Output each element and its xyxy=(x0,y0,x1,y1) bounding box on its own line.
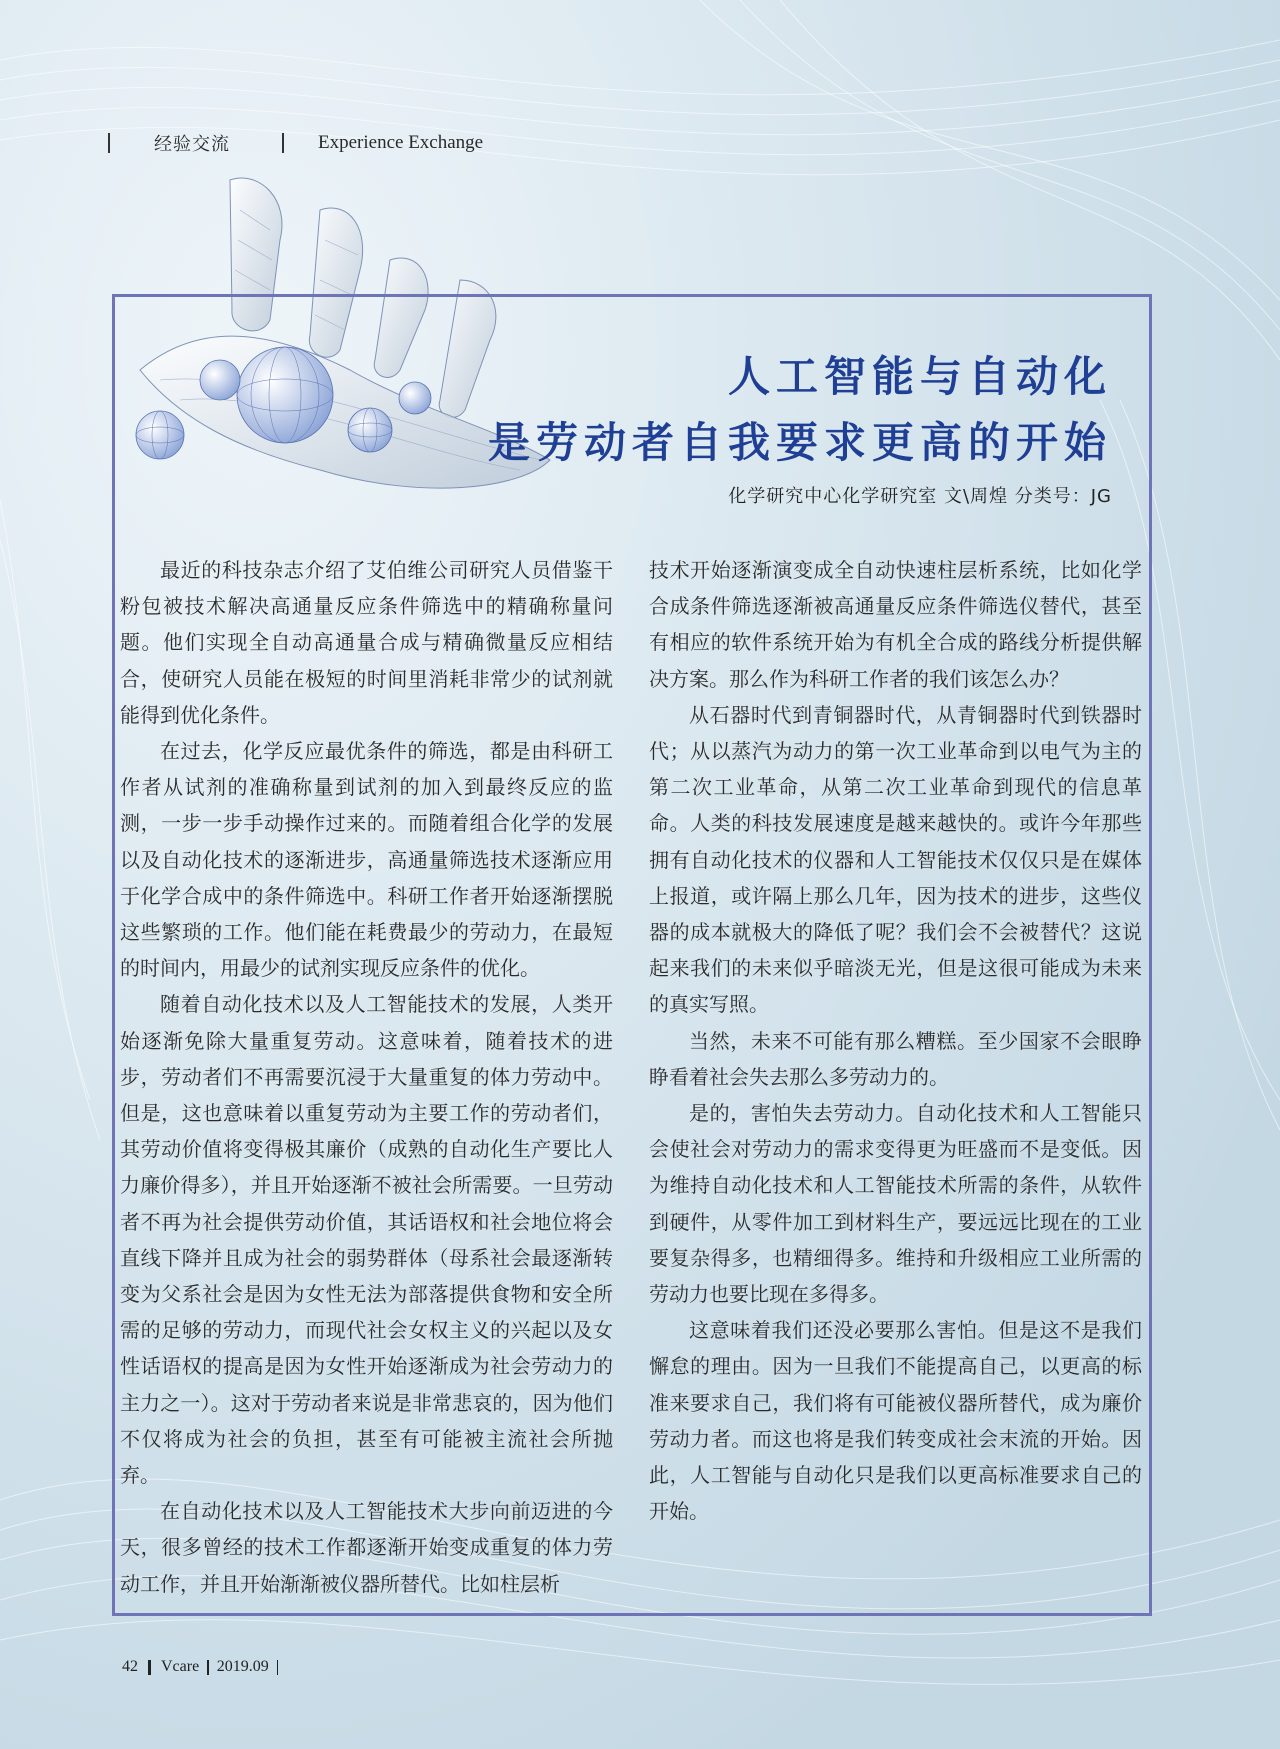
paragraph: 是的，害怕失去劳动力。自动化技术和人工智能只会使社会对劳动力的需求变得更为旺盛而不是变低。因为维持自动化技术和人工智能技术所需的条件，从软件到硬件，从零件加工到材料生产，要远远比现在的工业要复杂得多，也精细得多。维持和升级相应工业所需的劳动力也要比现在多得多。 xyxy=(649,1101,1142,1307)
right-column xyxy=(649,552,1142,1604)
footer-divider xyxy=(207,1660,209,1675)
article-body xyxy=(120,552,1142,1604)
paragraph: 当然，未来不可能有那么糟糕。至少国家不会眼睁睁看着社会失去那么多劳动力的。 xyxy=(649,1028,1142,1089)
section-header xyxy=(108,130,483,156)
article-title-line1: 人工智能与自动化 xyxy=(727,352,1112,401)
page-number: 42 xyxy=(122,1658,138,1675)
section-divider xyxy=(282,133,284,153)
paragraph: 从石器时代到青铜器时代，从青铜器时代到铁器时代；从以蒸汽为动力的第一次工业革命到以电气为主的第二次工业革命，从第二次工业革命到现代的信息革命。人类的科技发展速度是越来越快的。或许今年那些拥有自动化技术的仪器和人工智能技术仅仅只是在媒体上报道，或许隔上那么几年，因为技术的进步，这些仪器的成本就极大的降低了呢？我们会不会被替代？这说起来我们的未来似乎暗淡无光，但是这很可能成为未来的真实写照。 xyxy=(649,702,1142,1017)
issue-date: 2019.09 xyxy=(216,1658,269,1675)
paragraph: 最近的科技杂志介绍了艾伯维公司研究人员借鉴干粉包被技术解决高通量反应条件筛选中的精确称量问题。他们实现全自动高通量合成与精确微量反应相结合，使研究人员能在极短的时间里消耗非常少的试剂就能得到优化条件。 xyxy=(120,558,613,727)
left-column xyxy=(120,552,613,1604)
article-title-line2: 是劳动者自我要求更高的开始 xyxy=(487,418,1112,467)
section-name-cn: 经验交流 xyxy=(154,134,230,155)
paragraph-continuation: 技术开始逐渐演变成全自动快速柱层析系统，比如化学合成条件筛选逐渐被高通量反应条件筛选仪替代，甚至有相应的软件系统开始为有机全合成的路线分析提供解决方案。那么作为科研工作者的我们该怎么办？ xyxy=(649,558,1142,691)
paragraph: 在自动化技术以及人工智能技术大步向前迈进的今天，很多曾经的技术工作都逐渐开始变成重复的体力劳动工作，并且开始渐渐被仪器所替代。比如柱层析 xyxy=(120,1499,613,1596)
footer-divider xyxy=(277,1660,279,1675)
paragraph: 这意味着我们还没必要那么害怕。但是这不是我们懈怠的理由。因为一旦我们不能提高自己，以更高的标准来要求自己，我们将有可能被仪器所替代，成为廉价劳动力者。而这也将是我们转变成社会末流的开始。因此，人工智能与自动化只是我们以更高标准要求自己的开始。 xyxy=(649,1318,1142,1524)
page-footer xyxy=(122,1658,286,1676)
magazine-name: Vcare xyxy=(161,1658,200,1675)
paragraph: 在过去，化学反应最优条件的筛选，都是由科研工作者从试剂的准确称量到试剂的加入到最终反应的监测，一步一步手动操作过来的。而随着组合化学的发展以及自动化技术的逐渐进步，高通量筛选技术逐渐应用于化学合成中的条件筛选中。科研工作者开始逐渐摆脱这些繁琐的工作。他们能在耗费最少的劳动力，在最短的时间内，用最少的试剂实现反应条件的优化。 xyxy=(120,739,613,981)
section-name-en: Experience Exchange xyxy=(318,132,484,153)
footer-divider xyxy=(148,1660,151,1675)
paragraph: 随着自动化技术以及人工智能技术的发展，人类开始逐渐免除大量重复劳动。这意味着，随着技术的进步，劳动者们不再需要沉浸于大量重复的体力劳动中。但是，这也意味着以重复劳动为主要工作的劳动者们，其劳动价值将变得极其廉价（成熟的自动化生产要比人力廉价得多），并且开始逐渐不被社会所需要。一旦劳动者不再为社会提供劳动价值，其话语权和社会地位将会直线下降并且成为社会的弱势群体（母系社会最逐渐转变为父系社会是因为女性无法为部落提供食物和安全所需的足够的劳动力，而现代社会女权主义的兴起以及女性话语权的提高是因为女性开始逐渐成为社会劳动力的主力之一）。这对于劳动者来说是非常悲哀的，因为他们不仅将成为社会的负担，甚至有可能被主流社会所抛弃。 xyxy=(120,992,613,1488)
section-divider xyxy=(108,133,110,153)
article-byline: 化学研究中心化学研究室 文\周煌 分类号：JG xyxy=(728,486,1112,507)
